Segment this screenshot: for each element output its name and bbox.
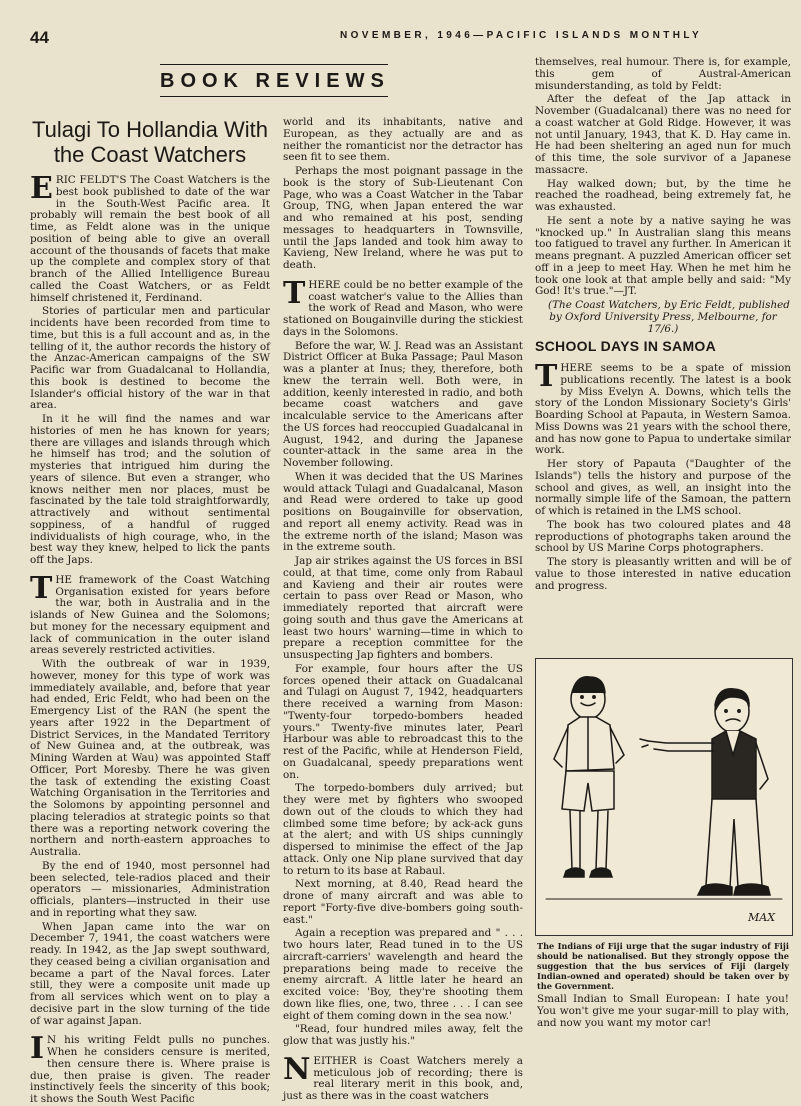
article-paragraph: The story is pleasantly written and will be of value to those interested in native education and progress. <box>535 556 791 592</box>
cartoon-drawing <box>536 659 792 935</box>
article-paragraph: By the end of 1940, most personnel had been selected, tele-radios placed and their operators — missionaries, Administration officials, planters—instructed in their use and in reporting what they saw. <box>30 859 270 919</box>
article-paragraph: In it he will find the names and war histories of men he has known for years; there are villages and islands through which he himself has trod; and the solution of mysteries that intrigued him during the years of silence. But even a stranger, who knows neither men nor places, must be fascinated by the tale told straightforwardly, attractively and without sentimental soppiness, of a handful of rugged individualists of high courage, who, in the best way they knew, helped to lick the pants off the Japs. <box>30 413 270 566</box>
article-paragraph: Her story of Papauta ("Daughter of the Islands") tells the history and purpose of the school and gives, as well, an insight into the normally simple life of the Samoan, the pattern of which is retained in the LMS school. <box>535 458 791 517</box>
cartoon-dialogue: Small Indian to Small European: I hate you! You won't give me your sugar-mill to play with, and now you want my motor car! <box>537 993 789 1029</box>
article-paragraph: "Read, four hundred miles away, felt the glow that was justly his." <box>283 1023 523 1047</box>
cartoon-caption: The Indians of Fiji urge that the sugar industry of Fiji should be nationalised. But they strongly oppose the suggestion that the bus services of Fiji (largely Indian-owned and operated) should be taken over by the Government. <box>537 941 789 991</box>
article-paragraph: THERE seems to be a spate of mission publications recently. The latest is a book by Miss Evelyn A. Downs, which tells the story of the London Missionary Society's Girls' Boarding School at Papauta, in Western Samoa. Miss Downs was 21 years with the school there, and has now gone to Papua to undertake similar work. <box>535 359 791 457</box>
article-paragraph: Again a reception was prepared and " . . . two hours later, Read tuned in to the US aircraft-carriers' wavelength and heard the preparations being made to receive the enemy aircraft. A little later he heard an excited voice: 'Boy, they're shooting them down like flies, one, two, three . . . I can see eight of them coming down in the sea now.' <box>283 927 523 1022</box>
article-paragraph: Next morning, at 8.40, Read heard the drone of many aircraft and was able to report "Forty-five dive-bombers going south-east." <box>283 878 523 926</box>
article-headline: Tulagi To Hollandia With the Coast Watchers <box>31 117 268 167</box>
article-paragraph: With the outbreak of war in 1939, however, money for this type of work was immediately available, and, before that year had ended, Eric Feldt, who had been on the Emergency List of the RAN (he spent the years after 1922 in the Department of District Services, in the Mandated Territory of New Guinea and, at the outbreak, was Mining Warden at Wau) was appointed Staff Officer, Port Moresby. There he was given the task of extending the existing Coast Watching Organisation in the Territories and the Solomons by appointing personnel and placing teleradios at strategic points so that there was a reporting network covering the northern and north-eastern approaches to Australia. <box>30 658 270 858</box>
article-paragraph: THE framework of the Coast Watching Organisation existed for years before the war, both in Australia and in the islands of New Guinea and the Solomons; but money for the necessary equipment and lack of communication in the outer island areas severely restricted activities. <box>30 570 270 657</box>
article-paragraph: Jap air strikes against the US forces in BSI could, at that time, come only from Rabaul and Kavieng and their air routes were certain to pass over Read or Mason, who immediately reported that aircraft were going south and thus gave the Americans at least two hours' warning—time in which to prepare a reception committee for the unsuspecting Jap fighters and bombers. <box>283 555 523 661</box>
article-paragraph: For example, four hours after the US forces opened their attack on Guadalcanal and Tulagi on August 7, 1942, headquarters there received a warning from Mason: "Twenty-four torpedo-bombers headed yours." Twenty-five minutes later, Pearl Harbour was able to rebroadcast this to the rest of the Pacific, while at Henderson Field, on Guadalcanal, speedy preparations went on. <box>283 662 523 781</box>
page-number: 44 <box>30 28 49 47</box>
article-paragraph: The book has two coloured plates and 48 reproductions of photographs taken around the school by US Marine Corps photographers. <box>535 518 791 555</box>
article-paragraph: ERIC FELDT'S The Coast Watchers is the best book published to date of the war in the South-West Pacific area. It probably will remain the best book of all time, as Feldt alone was in the unique position of being able to give an overall account of the thousands of facets that make up the complete and complex story of that branch of the Allied Intelligence Bureau called the Coast Watchers, or as Feldt himself christened it, Ferdinand. <box>30 171 270 304</box>
column-1 <box>30 117 270 1105</box>
section-rule-top <box>160 64 388 65</box>
article-paragraph: He sent a note by a native saying he was "knocked up." In Australian slang this means too fatigued to travel any further. In American it means pregnant. A puzzled American officer set off in a jeep to meet Hay. When he met him he took one look at that ample belly and said: "My God! It's true."—JT. <box>535 214 791 298</box>
drop-cap: T <box>283 275 306 311</box>
article-paragraph: Hay walked down; but, by the time he reached the roadhead, being extremely fat, he was exhausted. <box>535 177 791 213</box>
article-paragraph: NEITHER is Coast Watchers merely a meticulous job of recording; there is real literary merit in this book, and, just as there was in the coast watchers <box>283 1051 523 1102</box>
article-paragraph: Perhaps the most poignant passage in the book is the story of Sub-Lieutenant Con Page, who was a Coast Watcher in the Tabar Group, TNG, when Japan entered the war and who remained at his post, sending messages to headquarters in Townsville, until the Japs landed and took him away to Kavieng, New Ireland, where he was put to death. <box>283 165 523 271</box>
drop-cap: T <box>535 359 558 394</box>
column-2 <box>283 116 523 1102</box>
drop-cap: E <box>30 171 53 206</box>
drop-cap: N <box>283 1051 311 1087</box>
running-header: NOVEMBER, 1946—PACIFIC ISLANDS MONTHLY <box>340 30 703 41</box>
article-paragraph: The torpedo-bombers duly arrived; but they were met by fighters who swooped down out of the clouds to which they had climbed some time before; by ack-ack guns at the alert; and with US ships cunningly dispersed to minimise the effect of the Jap attack. Only one Nip plane survived that day to return to its base at Rabaul. <box>283 782 523 877</box>
section-title: BOOK REVIEWS <box>160 70 390 92</box>
article-paragraph: I N his writing Feldt pulls no punches. When he considers censure is merited, then censure there is. Where praise is due, then praise is given. The reader instinctively feels the sincerity of this book; it shows the South West Pacific <box>30 1031 270 1105</box>
article-paragraph: Before the war, W. J. Read was an Assistant District Officer at Buka Passage; Paul Mason was a planter at Inus; they, therefore, both knew the terrain well. Both were, in addition, keenly interested in radio, and both became coast watchers and gave incalculable service to the Americans after the US forces had reoccupied Guadalcanal in August, 1942, and during the Japanese counter-attack in the same area in the November following. <box>283 339 523 469</box>
article-paragraph: Stories of particular men and particular incidents have been recorded from time to time, but this is a full account and as, in the telling of it, the author records the history of the Anzac-American campaigns of the SW Pacific war from Guadalcanal to Hollandia, this book is destined to become the Islander's official history of the war in that area. <box>30 305 270 412</box>
artist-signature: MAX <box>748 911 776 924</box>
drop-cap: T <box>30 570 53 606</box>
article-paragraph: When it was decided that the US Marines would attack Tulagi and Guadalcanal, Mason and Read were ordered to take up good positions on Bougainville for observation, and report all enemy activity. Read was in the extreme north of the island; Mason was in the extreme south. <box>283 470 523 554</box>
book-citation: (The Coast Watchers, by Eric Feldt, published by Oxford University Press, Melbourne, for 17/6.) <box>548 299 790 335</box>
article-paragraph: When Japan came into the war on December 7, 1941, the coast watchers were ready. In 1942, as the Jap swept southward, they ceased being a civilian organisation and became a part of the Naval forces. Later still, they were a composite unit made up from all services which went on to play a decisive part in the slow turning of the tide of war against Japan. <box>30 920 270 1027</box>
section-rule-bottom <box>160 96 388 97</box>
article-paragraph: themselves, real humour. There is, for example, this gem of Austral-American misunderstanding, as told by Feldt: <box>535 56 791 92</box>
article-paragraph: THERE could be no better example of the coast watcher's value to the Allies than the work of Read and Mason, who were stationed on Bougainville during the stickiest days in the Solomons. <box>283 275 523 338</box>
cartoon-illustration <box>535 658 793 936</box>
article-paragraph: world and its inhabitants, native and European, as they actually are and as neither the romanticist nor the detractor has seen fit to see them. <box>283 116 523 164</box>
article-headline: SCHOOL DAYS IN SAMOA <box>535 338 717 355</box>
drop-cap: I <box>30 1031 45 1067</box>
column-3 <box>535 57 791 652</box>
article-paragraph: After the defeat of the Jap attack in November (Guadalcanal) there was no need for a coast watcher at Gold Ridge. However, it was not until January, 1943, that K. D. Hay came in. He had been sheltering an aged nun for much of this time, the sole survivor of a Japanese massacre. <box>535 93 791 176</box>
